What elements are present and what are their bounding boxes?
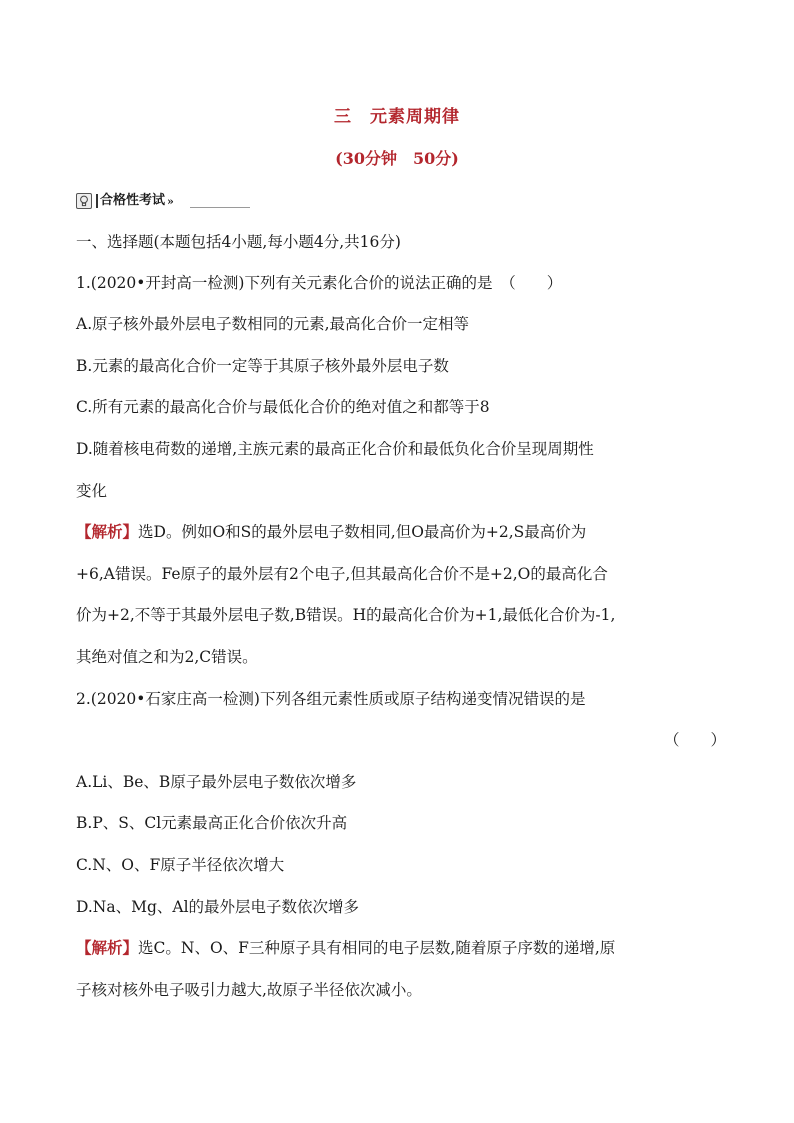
- page-title: 三 元素周期律: [334, 107, 460, 127]
- q1-analysis-line: [76, 522, 586, 542]
- q1-option-b: B.元素的最高化合价一定等于其原子核外最外层电子数: [76, 357, 449, 375]
- q2-stem: 2.(2020•石家庄高一检测)下列各组元素性质或原子结构递变情况错误的是: [76, 690, 586, 708]
- section-arrow: »: [167, 194, 174, 208]
- q1-analysis-line: +6,A错误。Fe原子的最外层有2个电子,但其最高化合价不是+2,O的最高化合: [76, 565, 608, 583]
- q1-analysis-line: 其绝对值之和为2,C错误。: [76, 648, 258, 666]
- q1-option-d-cont: 变化: [76, 482, 108, 500]
- q2-analysis-head: 【解析】: [76, 938, 139, 957]
- q1-analysis-head: 【解析】: [76, 522, 139, 541]
- section-label: 合格性考试: [96, 194, 165, 208]
- section-divider: [190, 207, 250, 208]
- section-tag: [76, 191, 174, 211]
- q2-answer-bracket: （ ）: [664, 731, 727, 749]
- q2-option-a: A.Li、Be、B原子最外层电子数依次增多: [76, 773, 357, 791]
- q2-option-c: C.N、O、F原子半径依次增大: [76, 856, 285, 874]
- q1-option-c: C.所有元素的最高化合价与最低化合价的绝对值之和都等于8: [76, 398, 490, 416]
- q2-analysis-line: 子核对核外电子吸引力越大,故原子半径依次减小。: [76, 981, 422, 999]
- q2-analysis-line: [76, 938, 615, 958]
- part-heading: 一、选择题(本题包括4小题,每小题4分,共16分): [76, 233, 401, 251]
- q1-stem: 1.(2020•开封高一检测)下列有关元素化合价的说法正确的是 （ ）: [76, 274, 563, 292]
- q2-analysis-text: 选C。N、O、F三种原子具有相同的电子层数,随着原子序数的递增,原: [138, 939, 616, 957]
- q2-option-b: B.P、S、Cl元素最高正化合价依次升高: [76, 814, 348, 832]
- lightbulb-icon: [76, 193, 92, 209]
- q1-analysis-line: 价为+2,不等于其最外层电子数,B错误。H的最高化合价为+1,最低化合价为-1,: [76, 606, 616, 624]
- q1-analysis-text: 选D。例如O和S的最外层电子数相同,但O最高价为+2,S最高价为: [138, 523, 587, 541]
- q2-option-d: D.Na、Mg、Al的最外层电子数依次增多: [76, 898, 360, 916]
- q1-option-a: A.原子核外最外层电子数相同的元素,最高化合价一定相等: [76, 315, 470, 333]
- q1-option-d: D.随着核电荷数的递增,主族元素的最高正化合价和最低负化合价呈现周期性: [76, 440, 594, 458]
- page-subtitle: (30分钟 50分): [335, 149, 459, 168]
